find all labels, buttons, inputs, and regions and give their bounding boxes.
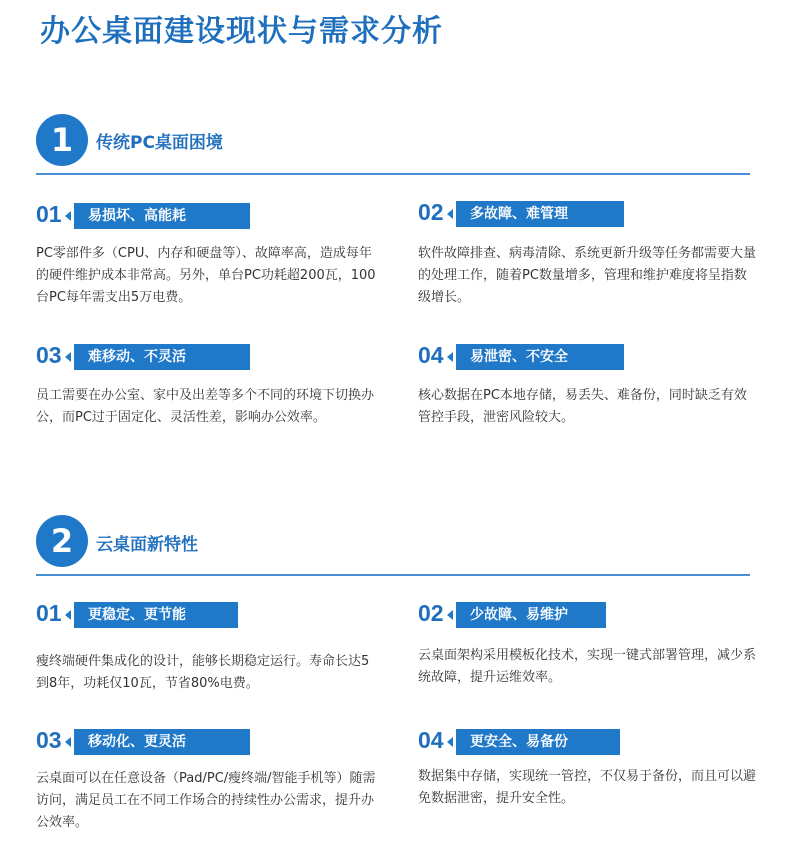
item-tag: 更稳定、更节能 — [74, 602, 238, 628]
item-tag: 多故障、难管理 — [456, 201, 624, 227]
item-number: 01 — [36, 201, 62, 227]
item-number: 02 — [418, 199, 444, 225]
item-number: 03 — [36, 342, 62, 368]
item-description: PC零部件多（CPU、内存和硬盘等）、故障率高，造成每年的硬件维护成本非常高。另外，单台PC功耗超200瓦，100台PC每年需支出5万电费。 — [36, 246, 376, 305]
arrow-left-icon — [447, 610, 453, 620]
arrow-left-icon — [65, 610, 71, 620]
section-number-badge: 2 — [36, 515, 88, 567]
arrow-left-icon — [65, 352, 71, 362]
item-number: 03 — [36, 727, 62, 753]
item-description: 软件故障排查、病毒清除、系统更新升级等任务都需要大量的处理工作，随着PC数量增多，管理和维护难度将呈指数级增长。 — [418, 246, 757, 305]
item-description: 核心数据在PC本地存储，易丢失、难备份，同时缺乏有效管控手段，泄密风险较大。 — [418, 388, 747, 425]
section-title: 传统PC桌面困境 — [96, 133, 223, 153]
item-number: 01 — [36, 600, 62, 626]
item-tag: 更安全、易备份 — [456, 729, 620, 755]
section-divider — [36, 574, 750, 576]
item-tag: 易泄密、不安全 — [456, 344, 624, 370]
item-number: 04 — [418, 727, 444, 753]
section-divider — [36, 173, 750, 175]
item-description: 员工需要在办公室、家中及出差等多个不同的环境下切换办公，而PC过于固定化、灵活性差，影响办公效率。 — [36, 388, 375, 425]
item-description: 数据集中存储，实现统一管控，不仅易于备份，而且可以避免数据泄密，提升安全性。 — [418, 769, 757, 806]
arrow-left-icon — [447, 737, 453, 747]
item-description: 瘦终端硬件集成化的设计，能够长期稳定运行。寿命长达5到8年，功耗仅10瓦，节省80%电费。 — [36, 654, 370, 691]
page-title: 办公桌面建设现状与需求分析 — [40, 14, 443, 49]
arrow-left-icon — [65, 737, 71, 747]
arrow-left-icon — [447, 352, 453, 362]
item-description: 云桌面架构采用模板化技术，实现一键式部署管理，减少系统故障，提升运维效率。 — [418, 648, 757, 685]
section-number-badge: 1 — [36, 114, 88, 166]
arrow-left-icon — [65, 211, 71, 221]
arrow-left-icon — [447, 209, 453, 219]
item-tag: 移动化、更灵活 — [74, 729, 250, 755]
section-title: 云桌面新特性 — [96, 535, 198, 555]
item-number: 04 — [418, 342, 444, 368]
item-tag: 难移动、不灵活 — [74, 344, 250, 370]
item-tag: 易损坏、高能耗 — [74, 203, 250, 229]
item-description: 云桌面可以在任意设备（Pad/PC/瘦终端/智能手机等）随需访问，满足员工在不同工作场合的持续性办公需求，提升办公效率。 — [36, 771, 376, 830]
item-tag: 少故障、易维护 — [456, 602, 606, 628]
item-number: 02 — [418, 600, 444, 626]
